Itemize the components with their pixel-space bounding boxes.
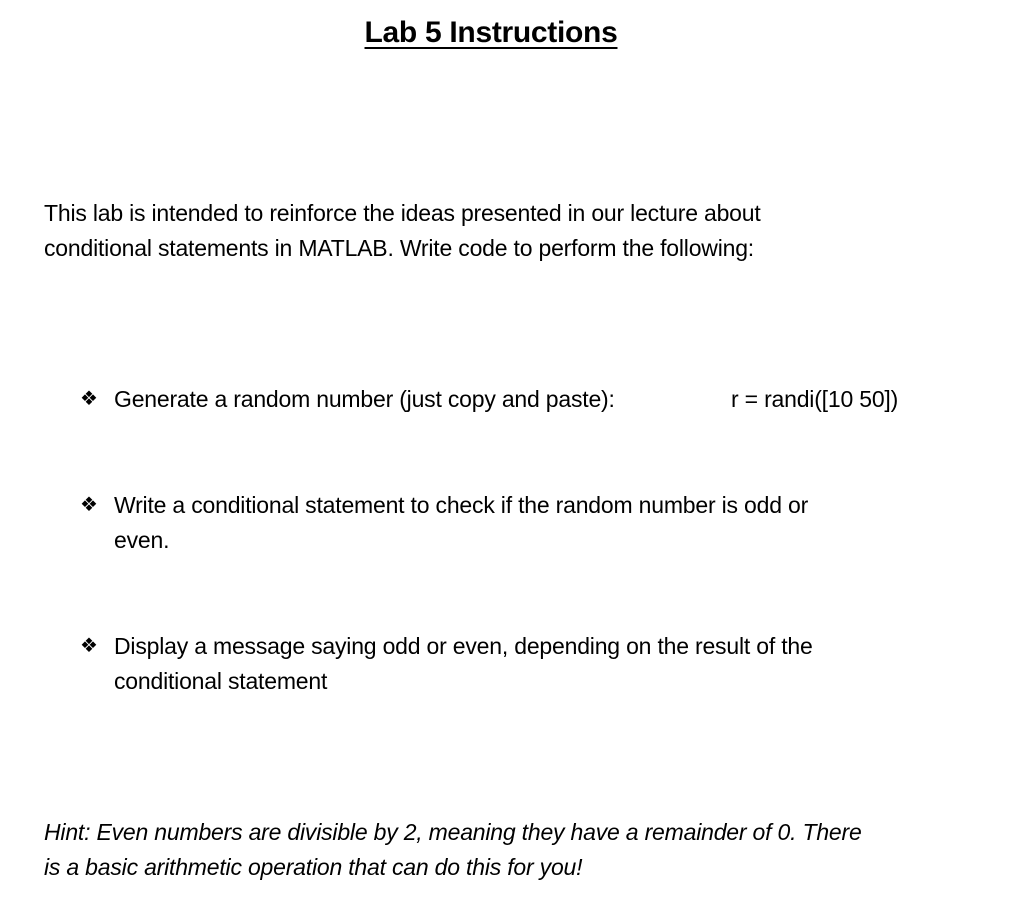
bullet-text: Generate a random number (just copy and paste): [114, 386, 615, 412]
code-snippet: r = randi([10 50]) [731, 386, 899, 412]
intro-paragraph [44, 196, 974, 266]
diamond-bullet-icon: ❖ [80, 635, 98, 657]
diamond-bullet-icon: ❖ [80, 388, 98, 410]
bullet-text-line-2: even. [114, 527, 170, 553]
page-title: Lab 5 Instructions [364, 16, 618, 49]
hint-line-1: Hint: Even numbers are divisible by 2, meaning they have a remainder of 0. There [44, 819, 862, 845]
bullet-text-line-1: Display a message saying odd or even, depending on the result of the [114, 633, 813, 659]
intro-line-2: conditional statements in MATLAB. Write code to perform the following: [44, 235, 754, 261]
hint-line-2: is a basic arithmetic operation that can do this for you! [44, 854, 583, 880]
intro-line-1: This lab is intended to reinforce the ideas presented in our lecture about [44, 200, 761, 226]
bullet-text-line-1: Write a conditional statement to check if the random number is odd or [114, 492, 809, 518]
bullet-text-line-2: conditional statement [114, 668, 328, 694]
hint-paragraph [44, 815, 984, 885]
diamond-bullet-icon: ❖ [80, 494, 98, 516]
bullet-item-conditional [80, 488, 960, 558]
bullet-item-display [80, 629, 960, 699]
